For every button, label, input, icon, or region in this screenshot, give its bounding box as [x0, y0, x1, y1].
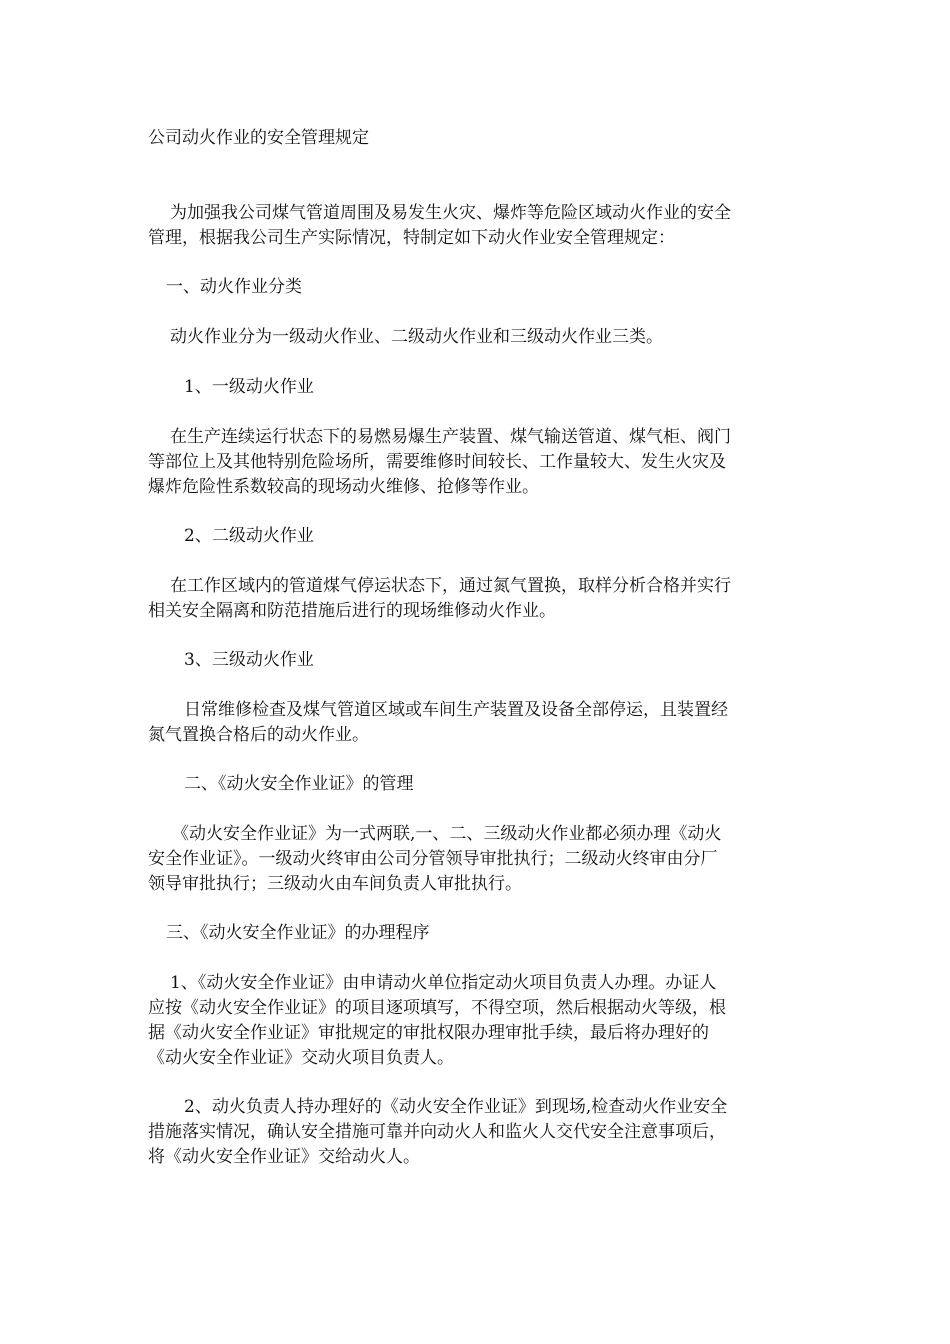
section-1-1-line-1: 在生产连续运行状态下的易燃易爆生产装置、煤气输送管道、煤气柜、阀门	[170, 427, 731, 447]
section-3-2-line-1: 2、动火负责人持办理好的《动火安全作业证》到现场,检查动火作业安全	[184, 1097, 728, 1117]
section-1-3-line-2: 氮气置换合格后的动火作业。	[148, 725, 369, 745]
section-1-2-line-1: 在工作区域内的管道煤气停运状态下，通过氮气置换，取样分析合格并实行	[170, 576, 731, 596]
section-3-1-line-3: 据《动火安全作业证》审批规定的审批权限办理审批手续，最后将办理好的	[148, 1023, 709, 1043]
section-3-2-line-3: 将《动火安全作业证》交给动火人。	[148, 1147, 420, 1167]
section-1-text: 动火作业分为一级动火作业、二级动火作业和三级动火作业三类。	[170, 327, 663, 347]
intro-line-1: 为加强我公司煤气管道周围及易发生火灾、爆炸等危险区域动火作业的安全	[170, 203, 731, 223]
section-1-3-line-1: 日常维修检查及煤气管道区域或车间生产装置及设备全部停运，且装置经	[184, 700, 728, 720]
section-3-heading: 三、《动火安全作业证》的办理程序	[166, 923, 430, 943]
section-2-line-3: 领导审批执行；三级动火由车间负责人审批执行。	[148, 874, 522, 894]
section-3-1-line-2: 应按《动火安全作业证》的项目逐项填写，不得空项，然后根据动火等级，根	[148, 998, 726, 1018]
section-1-heading: 一、动火作业分类	[166, 277, 302, 297]
section-3-1-line-4: 《动火安全作业证》交动火项目负责人。	[148, 1048, 454, 1068]
section-1-1-line-3: 爆炸危险性系数较高的现场动火维修、抢修等作业。	[148, 477, 539, 497]
section-2-line-2: 安全作业证》。一级动火终审由公司分管领导审批执行；二级动火终审由分厂	[148, 849, 718, 869]
document-title: 公司动火作业的安全管理规定	[148, 128, 369, 148]
section-1-1-heading: 1、一级动火作业	[184, 377, 314, 397]
section-1-3-heading: 3、三级动火作业	[184, 650, 314, 670]
section-2-heading: 二、《动火安全作业证》的管理	[184, 774, 414, 794]
section-2-line-1: 《动火安全作业证》为一式两联,一、二、三级动火作业都必须办理《动火	[172, 824, 722, 844]
section-3-1-line-1: 1、《动火安全作业证》由申请动火单位指定动火项目负责人办理。办证人	[170, 973, 717, 993]
section-1-2-heading: 2、二级动火作业	[184, 526, 314, 546]
section-3-2-line-2: 措施落实情况，确认安全措施可靠并向动火人和监火人交代安全注意事项后，	[148, 1122, 726, 1142]
section-1-2-line-2: 相关安全隔离和防范措施后进行的现场维修动火作业。	[148, 601, 556, 621]
section-1-1-line-2: 等部位上及其他特别危险场所，需要维修时间较长、工作量较大、发生火灾及	[148, 452, 726, 472]
intro-line-2: 管理，根据我公司生产实际情况，特制定如下动火作业安全管理规定：	[148, 228, 675, 248]
